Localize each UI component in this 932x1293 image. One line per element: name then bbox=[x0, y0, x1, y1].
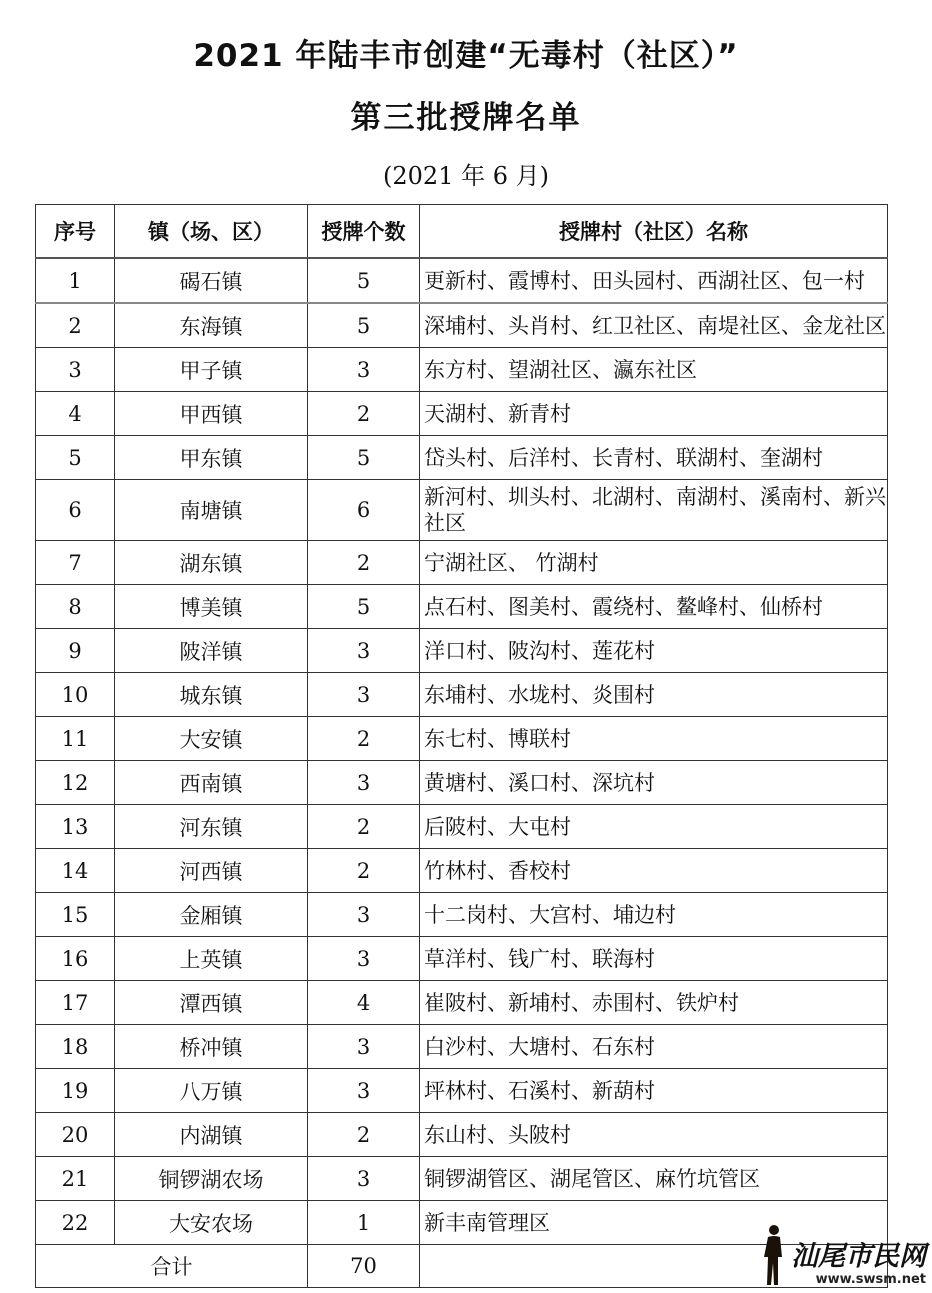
table-row bbox=[36, 480, 888, 541]
row-village-names: 竹林村、香校村 bbox=[420, 849, 888, 893]
header-town: 镇（场、区） bbox=[115, 205, 308, 259]
row-village-names: 后陂村、大屯村 bbox=[420, 805, 888, 849]
document-title: 2021 年陆丰市创建“无毒村（社区）” bbox=[193, 38, 739, 74]
total-count: 70 bbox=[308, 1245, 420, 1288]
row-serial-number: 9 bbox=[36, 629, 115, 673]
row-village-names: 点石村、图美村、霞绕村、鳌峰村、仙桥村 bbox=[420, 585, 888, 629]
row-town-name: 陂洋镇 bbox=[115, 629, 308, 673]
table-row bbox=[36, 436, 888, 480]
row-serial-number: 3 bbox=[36, 348, 115, 392]
row-award-count: 3 bbox=[308, 1025, 420, 1069]
table-row bbox=[36, 258, 888, 303]
document-date: (2021 年 6 月) bbox=[383, 162, 549, 190]
table-row bbox=[36, 717, 888, 761]
row-award-count: 5 bbox=[308, 303, 420, 348]
row-town-name: 碣石镇 bbox=[115, 258, 308, 303]
row-village-names: 东埔村、水垅村、炎围村 bbox=[420, 673, 888, 717]
row-village-names: 岱头村、后洋村、长青村、联湖村、奎湖村 bbox=[420, 436, 888, 480]
table-row bbox=[36, 937, 888, 981]
row-award-count: 1 bbox=[308, 1201, 420, 1245]
row-award-count: 3 bbox=[308, 629, 420, 673]
row-serial-number: 4 bbox=[36, 392, 115, 436]
row-town-name: 河东镇 bbox=[115, 805, 308, 849]
row-town-name: 八万镇 bbox=[115, 1069, 308, 1113]
row-village-names: 白沙村、大塘村、石东村 bbox=[420, 1025, 888, 1069]
watermark-site-name: 汕尾市民网 bbox=[791, 1241, 926, 1272]
row-town-name: 潭西镇 bbox=[115, 981, 308, 1025]
table-row bbox=[36, 303, 888, 348]
row-town-name: 博美镇 bbox=[115, 585, 308, 629]
table-row bbox=[36, 348, 888, 392]
row-village-names: 崔陂村、新埔村、赤围村、铁炉村 bbox=[420, 981, 888, 1025]
row-village-names: 草洋村、钱广村、联海村 bbox=[420, 937, 888, 981]
table-body bbox=[36, 258, 888, 1288]
row-town-name: 内湖镇 bbox=[115, 1113, 308, 1157]
table-header-row bbox=[36, 205, 888, 259]
row-award-count: 3 bbox=[308, 937, 420, 981]
row-village-names: 十二岗村、大宫村、埔边村 bbox=[420, 893, 888, 937]
row-town-name: 湖东镇 bbox=[115, 541, 308, 585]
row-serial-number: 17 bbox=[36, 981, 115, 1025]
row-village-names: 洋口村、陂沟村、莲花村 bbox=[420, 629, 888, 673]
row-award-count: 3 bbox=[308, 893, 420, 937]
award-list-table bbox=[35, 204, 888, 1288]
row-village-names: 新丰南管理区 bbox=[420, 1201, 888, 1245]
table-row bbox=[36, 585, 888, 629]
row-award-count: 2 bbox=[308, 717, 420, 761]
person-silhouette-icon bbox=[759, 1223, 787, 1287]
row-town-name: 甲子镇 bbox=[115, 348, 308, 392]
row-village-names: 东山村、头陂村 bbox=[420, 1113, 888, 1157]
row-serial-number: 22 bbox=[36, 1201, 115, 1245]
document-subtitle: 第三批授牌名单 bbox=[350, 100, 582, 136]
row-village-names: 铜锣湖管区、湖尾管区、麻竹坑管区 bbox=[420, 1157, 888, 1201]
row-town-name: 西南镇 bbox=[115, 761, 308, 805]
header-serial-number: 序号 bbox=[36, 205, 115, 259]
row-village-names: 新河村、圳头村、北湖村、南湖村、溪南村、新兴社区 bbox=[420, 480, 888, 541]
table-row bbox=[36, 981, 888, 1025]
row-serial-number: 8 bbox=[36, 585, 115, 629]
row-town-name: 东海镇 bbox=[115, 303, 308, 348]
row-award-count: 3 bbox=[308, 1069, 420, 1113]
row-award-count: 3 bbox=[308, 673, 420, 717]
watermark-site-url: www.swsm.net bbox=[815, 1272, 926, 1287]
row-serial-number: 11 bbox=[36, 717, 115, 761]
row-serial-number: 16 bbox=[36, 937, 115, 981]
row-award-count: 5 bbox=[308, 258, 420, 303]
row-award-count: 2 bbox=[308, 849, 420, 893]
row-serial-number: 10 bbox=[36, 673, 115, 717]
row-serial-number: 18 bbox=[36, 1025, 115, 1069]
row-town-name: 甲东镇 bbox=[115, 436, 308, 480]
row-award-count: 2 bbox=[308, 541, 420, 585]
row-town-name: 河西镇 bbox=[115, 849, 308, 893]
row-town-name: 上英镇 bbox=[115, 937, 308, 981]
row-award-count: 3 bbox=[308, 1157, 420, 1201]
header-award-count: 授牌个数 bbox=[308, 205, 420, 259]
row-serial-number: 20 bbox=[36, 1113, 115, 1157]
row-serial-number: 6 bbox=[36, 480, 115, 541]
table-row bbox=[36, 1069, 888, 1113]
row-award-count: 5 bbox=[308, 436, 420, 480]
site-watermark bbox=[759, 1223, 926, 1287]
row-village-names: 深埔村、头肖村、红卫社区、南堤社区、金龙社区 bbox=[420, 303, 888, 348]
row-serial-number: 2 bbox=[36, 303, 115, 348]
row-serial-number: 14 bbox=[36, 849, 115, 893]
row-award-count: 3 bbox=[308, 761, 420, 805]
row-village-names: 东七村、博联村 bbox=[420, 717, 888, 761]
table-row bbox=[36, 392, 888, 436]
row-award-count: 2 bbox=[308, 392, 420, 436]
row-town-name: 大安镇 bbox=[115, 717, 308, 761]
row-serial-number: 5 bbox=[36, 436, 115, 480]
row-serial-number: 21 bbox=[36, 1157, 115, 1201]
row-award-count: 6 bbox=[308, 480, 420, 541]
row-village-names: 更新村、霞博村、田头园村、西湖社区、包一村 bbox=[420, 258, 888, 303]
row-village-names: 东方村、望湖社区、瀛东社区 bbox=[420, 348, 888, 392]
table-row bbox=[36, 1157, 888, 1201]
row-town-name: 甲西镇 bbox=[115, 392, 308, 436]
row-award-count: 2 bbox=[308, 1113, 420, 1157]
table-row bbox=[36, 541, 888, 585]
row-village-names: 宁湖社区、 竹湖村 bbox=[420, 541, 888, 585]
table-row bbox=[36, 1025, 888, 1069]
row-award-count: 2 bbox=[308, 805, 420, 849]
row-award-count: 5 bbox=[308, 585, 420, 629]
row-village-names: 坪林村、石溪村、新葫村 bbox=[420, 1069, 888, 1113]
row-award-count: 4 bbox=[308, 981, 420, 1025]
row-serial-number: 15 bbox=[36, 893, 115, 937]
row-town-name: 金厢镇 bbox=[115, 893, 308, 937]
row-award-count: 3 bbox=[308, 348, 420, 392]
row-serial-number: 7 bbox=[36, 541, 115, 585]
table-row bbox=[36, 761, 888, 805]
header-village-names: 授牌村（社区）名称 bbox=[420, 205, 888, 259]
table-row bbox=[36, 849, 888, 893]
table-row bbox=[36, 805, 888, 849]
table-row bbox=[36, 1113, 888, 1157]
row-village-names: 黄塘村、溪口村、深坑村 bbox=[420, 761, 888, 805]
row-serial-number: 12 bbox=[36, 761, 115, 805]
table-row bbox=[36, 673, 888, 717]
table-row bbox=[36, 629, 888, 673]
row-serial-number: 1 bbox=[36, 258, 115, 303]
table-row bbox=[36, 893, 888, 937]
row-village-names: 天湖村、新青村 bbox=[420, 392, 888, 436]
total-label: 合计 bbox=[36, 1245, 308, 1288]
row-town-name: 大安农场 bbox=[115, 1201, 308, 1245]
row-serial-number: 13 bbox=[36, 805, 115, 849]
row-town-name: 南塘镇 bbox=[115, 480, 308, 541]
row-town-name: 城东镇 bbox=[115, 673, 308, 717]
row-town-name: 铜锣湖农场 bbox=[115, 1157, 308, 1201]
row-serial-number: 19 bbox=[36, 1069, 115, 1113]
row-town-name: 桥冲镇 bbox=[115, 1025, 308, 1069]
